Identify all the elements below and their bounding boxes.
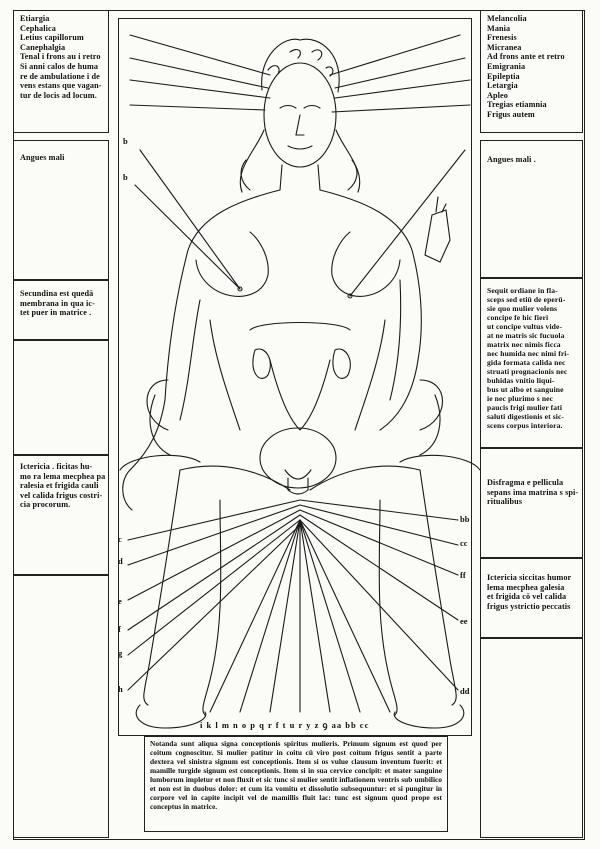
leader-right-dd: dd	[460, 686, 470, 696]
leader-right-bb: bb	[460, 514, 470, 524]
right-text-angues: Angues mali .	[487, 155, 536, 164]
left-text-secundina: Secundina est quedā membrana in qua ic- tet puer in matrice .	[20, 289, 95, 318]
leader-left-f: f	[118, 624, 121, 634]
right-text-diafragma: Disfragma e pellicula sepans ima matrina s spi- ritualibus	[487, 478, 579, 507]
left-text-ictericia: Ictericia . ficitas hu- mo ra lema mecphea pa ralesia et frigida cauli vel calida frigus costri- cia procorum.	[20, 462, 106, 510]
leader-left-d: d	[118, 556, 123, 566]
right-text-sequit: Sequit ordiane in fla- sceps sed etiū de eperū- sie quo mulier volens concipe fe hic fieri ut concipe vultus vide- at ne matris sic fucuola matrix nec nimis ficca nec humida nec nimi fri- gida formata calida nec struati prognacionis nec buhidas vnitio liqui- bus ut albo et sanguine ie nec plurimo s nec paucis frigi mulier fati saluti digestionis et sic- scens corpus interiora.	[487, 286, 570, 430]
leader-left-b2: b	[123, 172, 128, 182]
leader-bottom-row: i k l m n o p q r f t u r y z ꝯ aa bb cc	[200, 720, 370, 730]
leader-left-g: g	[118, 648, 123, 658]
left-text-angues: Angues mali	[20, 153, 65, 162]
left-text-diseases-head: Etiargia Cephalica Letius capillorum Canephalgia Tenal i frons au i retro Si anni calos de huma re de ambulatione i de vens estans que vagan- tur de locis ad locum.	[20, 14, 102, 100]
leader-left-e: e	[118, 596, 122, 606]
leader-right-ee: ee	[460, 616, 468, 626]
leader-left-b1: b	[123, 136, 128, 146]
leader-left-h: h	[118, 684, 123, 694]
right-text-ictericia: Ictericia siccitas humor lema mecphea galesia et frigida cō vel calida frigus ystrictio peccatis	[487, 573, 572, 611]
caption-text: Notanda sunt aliqua signa conceptionis spiritus mulieris. Primum signum est quod per coitum cognoscitur. Si mulier patitur in coitu cū viro post coitum frigus sentit a parte dextera vel sinistra signum est conceptionis. Item si os vulue clausum inventum fuerit: et mamille turgide signum est conceptionis. Item si in sua cervice concipit: et mater sanguine lumborum impletur et non fluxit et sic tunc si mulier sentit inflationem ventris sub umbilico et non est in duobus dolor: et cum ita vomitu et dissolutio subsequuntur: et si pungitur in corpore vel in capite incipit vel de mamillis fluit lac: tunc est signum quod prope est conceptus in matrice.	[150, 739, 442, 811]
leader-left-c: c	[118, 534, 122, 544]
leader-right-cc: cc	[460, 538, 468, 548]
right-text-diseases-head: Melancolia Mania Frenesis Micranea Ad frons ante et retro Emigrania Epileptia Letargia Apleo Tregias etiamnia Frigus autem	[487, 14, 565, 119]
leader-right-ff: ff	[460, 570, 466, 580]
